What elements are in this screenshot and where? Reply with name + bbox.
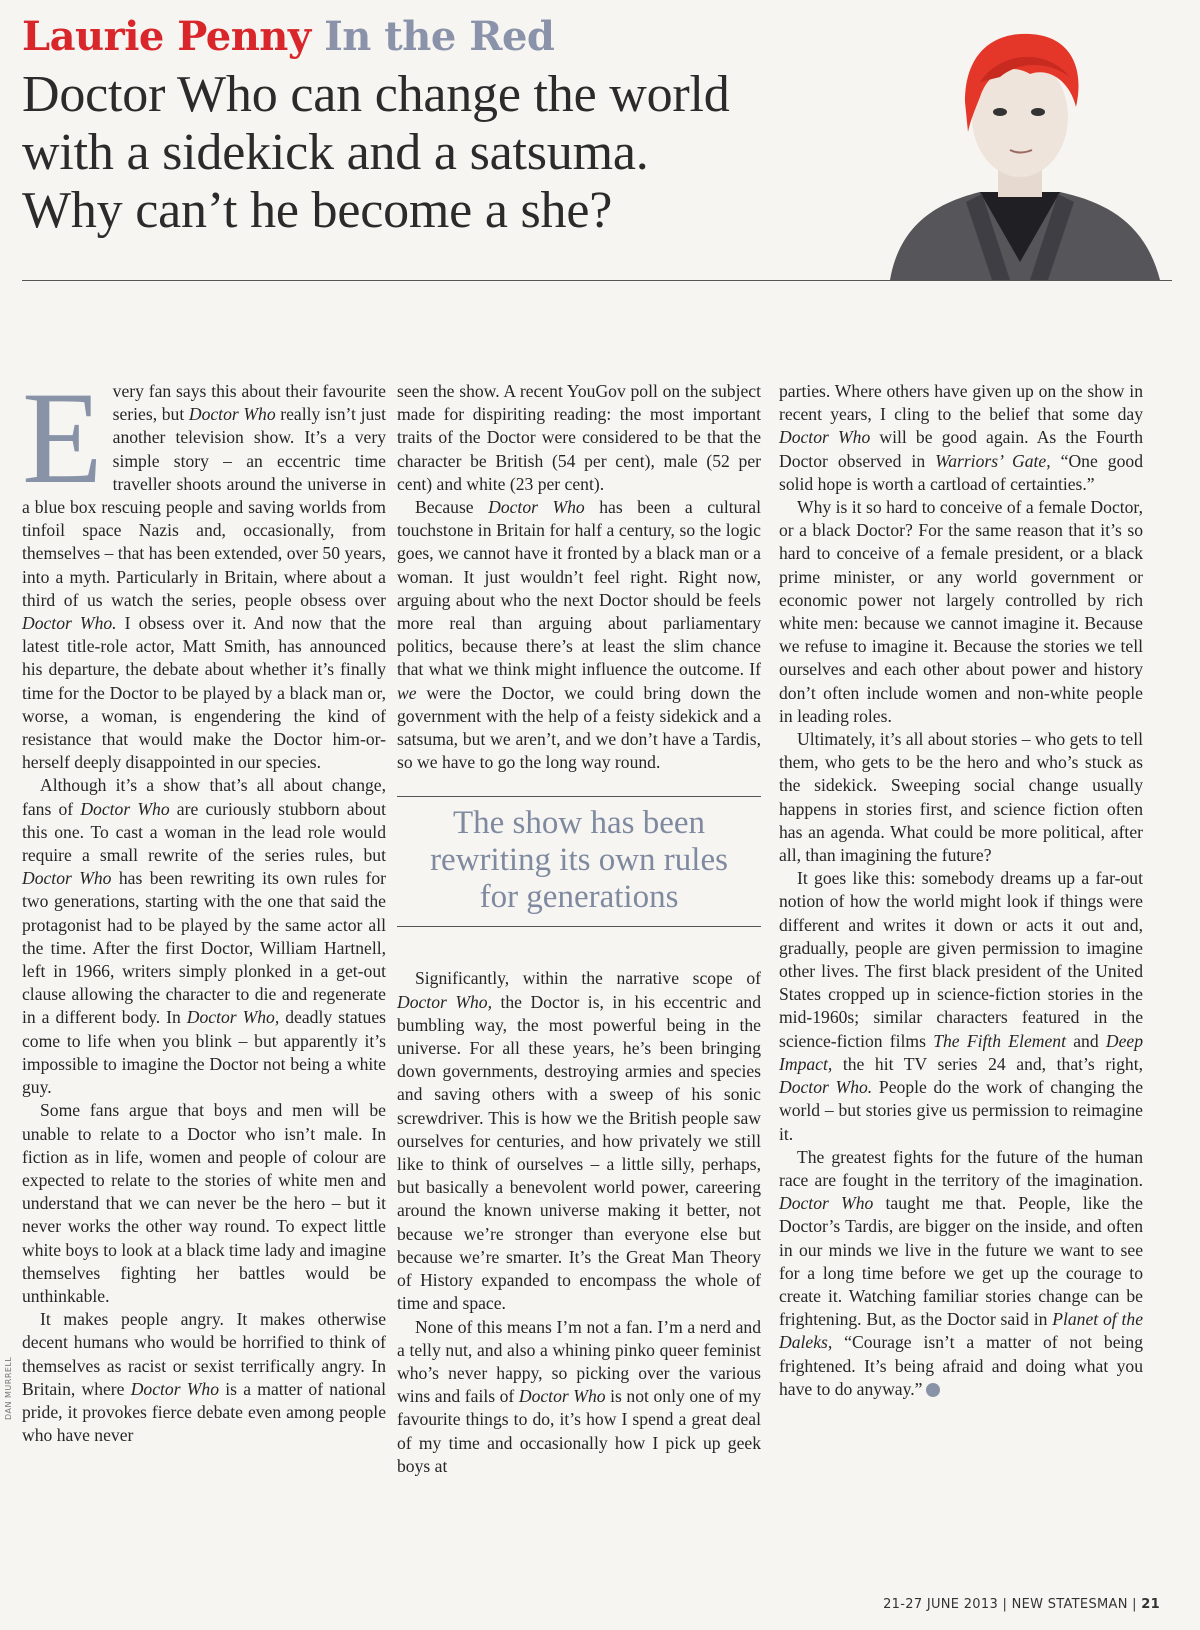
text-run: Doctor Who, (186, 1007, 280, 1028)
text-run: taught me that. People, like the Doctor’s Tardis, are bigger on the inside, and often in our minds we live in the future we want to see for a long time before we get up the courage to create it. Watching familiar stories change can be frightening. But, as the Doctor said in (779, 1193, 1143, 1330)
headline-line: Doctor Who can change the world (22, 66, 730, 123)
text-run: parties. Where others have given up on the show in recent years, I cling to the belief that some day (779, 381, 1143, 425)
publication-name: NEW STATESMAN (1011, 1597, 1128, 1612)
text-run: is not only one of my favourite things to do, it’s how I spend a great deal of my time and occasionally how I pick up geek boys at (397, 1386, 761, 1476)
paragraph: Why is it so hard to conceive of a female Doctor, or a black Doctor? For the same reason that it’s so hard to conceive of a female president, or a black prime minister, or any world government or economic power not largely controlled by rich white men: because we cannot imagine it. Because we refuse to imagine it. Because the stories we tell ourselves and each other about power and history don’t often include women and non-white people in leading roles. (779, 497, 1143, 726)
text-run: Because (415, 497, 489, 518)
text-run: None of this means I’m not a fan. I’m a nerd and a telly nut, and also a whining pinko queer feminist who’s never happy, so picking over the various wins and fails of (397, 1316, 761, 1407)
issue-date: 21-27 JUNE 2013 (883, 1597, 999, 1612)
text-run: the Doctor is, in his eccentric and bumbling way, the most powerful being in the universe. For all these years, he’s been bringing down governments, destroying armies and species and saving others with a sweep of his sonic screwdriver. This is how we the British people saw ourselves for centuries, and how privately we still like to think of ourselves – a little silly, perhaps, but basically a benevolent world power, careering around the known universe making it better, not because we’re stronger than everyone else but because we’re smarter. It’s the Great Man Theory of History expanded to encompass the whole of time and space. (397, 991, 761, 1314)
paragraph (779, 867, 1143, 1145)
column-name: In the Red (324, 13, 555, 60)
end-mark-icon (926, 1383, 940, 1397)
paragraph (779, 1146, 1143, 1401)
byline (22, 14, 822, 60)
author-portrait (870, 22, 1170, 280)
body-column-2 (397, 380, 761, 1478)
text-run: Doctor Who (80, 798, 170, 819)
paragraph (22, 364, 386, 774)
headline (22, 66, 822, 240)
text-run: Doctor Who. (779, 1077, 873, 1098)
paragraph (22, 774, 386, 1099)
text-run: and (1065, 1030, 1106, 1051)
text-run: I obsess over it. And now that the latest title-role actor, Matt Smith, has announced his departure, the debate about whether it’s finally time for the Doctor to be played by a black man or, worse, a woman, is engendering the kind of resistance that would make the Doctor him-or-herself deeply disappointed in our species. (22, 613, 386, 773)
text-run: Doctor Who (188, 404, 276, 425)
footer-separator: | (1132, 1597, 1137, 1612)
text-run: deadly statues come to life when you blink – but apparently it’s impossible to imagine the Doctor not being a white guy. (22, 1007, 386, 1098)
text-run: People do the work of changing the world – but stories give us permission to reimagine it. (779, 1077, 1144, 1144)
headline-line: Why can’t he become a she? (22, 182, 613, 239)
pull-quote-line: The show has been (452, 805, 705, 842)
text-run: Significantly, within the narrative scope of (415, 968, 761, 989)
text-run: Doctor Who (22, 868, 112, 889)
article-header (22, 14, 822, 240)
paragraph: Ultimately, it’s all about stories – who gets to tell them, who gets to be the hero and who’s stuck as the sidekick. Sweeping social change usually happens in stories first, and science fiction often has an agenda. What could be more political, after all, than imagining the future? (779, 729, 1143, 866)
text-run: The greatest fights for the future of the human race are fought in the territory of the imagination. (779, 1146, 1143, 1190)
paragraph (397, 967, 761, 1315)
paragraph (779, 380, 1143, 496)
text-run: were the Doctor, we could bring down the government with the help of a feisty sidekick and a satsuma, but we aren’t, and we don’t have a Tardis, so we have to go the long way round. (397, 682, 761, 773)
paragraph (397, 496, 761, 774)
text-run: “Courage isn’t a matter of not being frightened. It’s being afraid and doing what you have to do anyway.” (779, 1332, 1143, 1399)
text-run: Doctor Who (779, 427, 871, 448)
text-run: It makes people angry. It makes otherwise decent humans who would be horrified to think of themselves as racist or sexist terrifically angry. In Britain, where (22, 1309, 386, 1399)
illustration-credit: DAN MURRELL (4, 1356, 13, 1420)
text-run: Although it’s a show that’s all about change, fans of (22, 775, 386, 819)
paragraph: seen the show. A recent YouGov poll on the subject made for dispiriting reading: the most important traits of the Doctor were considered to be that the character be British (54 per cent), male (52 per cent) and white (23 per cent). (397, 381, 761, 494)
spacer (397, 945, 761, 967)
text-run: the hit TV series 24 and, that’s right, (832, 1053, 1143, 1074)
text-run: has been rewriting its own rules for two generations, starting with the one that said the protagonist had to be played by the same actor all the time. After the first Doctor, William Hartnell, left in 1966, writers simply plonked in a get-out clause allowing the character to die and regenerate in a different body. In (22, 868, 386, 1028)
header-rule (22, 280, 1172, 281)
paragraph (397, 1316, 761, 1478)
text-run: Doctor Who (488, 497, 585, 518)
text-run: we (397, 682, 417, 703)
text-run: Warriors’ Gate, (935, 450, 1051, 471)
pull-quote-line: rewriting its own rules (430, 842, 728, 879)
text-run: The Fifth Element (933, 1030, 1066, 1051)
text-run: Doctor Who (518, 1386, 606, 1407)
body-column-3 (779, 380, 1143, 1401)
paragraph: Some fans argue that boys and men will be unable to relate to a Doctor who isn’t male. In fiction as in life, women and people of colour are expected to relate to the stories of white men and understand that we can never be the hero – but it never works the other way round. To expect little white boys to look at a black time lady and imagine themselves fighting her battles would be unthinkable. (22, 1100, 386, 1306)
headline-line: with a sidekick and a satsuma. (22, 124, 649, 181)
text-run: are curiously stubborn about this one. To cast a woman in the lead role would require a small rewrite of the series rules, but (22, 798, 386, 866)
text-run: Planet of the Daleks, (779, 1309, 1143, 1353)
text-run: very fan says this about their favourite series, but (112, 381, 386, 425)
text-run: Doctor Who (779, 1193, 874, 1214)
body-column-1 (22, 364, 386, 1447)
page-number: 21 (1141, 1597, 1160, 1612)
text-run: will be good again. As the Fourth Doctor observed in (779, 427, 1143, 471)
author-name: Laurie Penny (22, 13, 311, 60)
text-run: It goes like this: somebody dreams up a far-out notion of how the world might look if things were different and writes it down or acts it out and, gradually, people are given permission to imagine other lives. The first black president of the United States cropped up in science-fiction stories in the mid-1960s; similar characters featured in the science-fiction films (779, 868, 1143, 1051)
text-run: has been a cultural touchstone in Britain for half a century, so the logic goes, we cannot have it fronted by a black man or a woman. It just wouldn’t feel right. Right now, arguing about who the next Doctor should be feels more real than arguing about parliamentary politics, because there’s at least the slim chance that what we think might influence the outcome. If (397, 497, 761, 680)
text-run: Doctor Who (130, 1378, 220, 1399)
drop-cap: E (22, 364, 103, 511)
pull-quote (397, 796, 761, 927)
pull-quote-line: for generations (479, 879, 679, 916)
text-run: Doctor Who. (22, 613, 117, 634)
text-run: really isn’t just another television show. It’s a very simple story – an eccentric time traveller shoots around the universe in a blue box rescuing people and saving worlds from tinfoil space Nazis and, occasionally, from themselves – that has been extended, over 50 years, into a myth. Particularly in Britain, where about a third of us watch the series, people obsess over (22, 404, 386, 610)
footer-separator: | (1002, 1597, 1008, 1612)
page-footer (883, 1597, 1160, 1612)
text-run: Doctor Who, (397, 991, 492, 1012)
paragraph (22, 1308, 386, 1447)
text-run: Deep Impact, (779, 1030, 1143, 1074)
text-run: “One good solid hope is worth a cartload of certainties.” (779, 450, 1143, 494)
text-run: is a matter of national pride, it provokes fierce debate even among people who have never (22, 1378, 386, 1446)
